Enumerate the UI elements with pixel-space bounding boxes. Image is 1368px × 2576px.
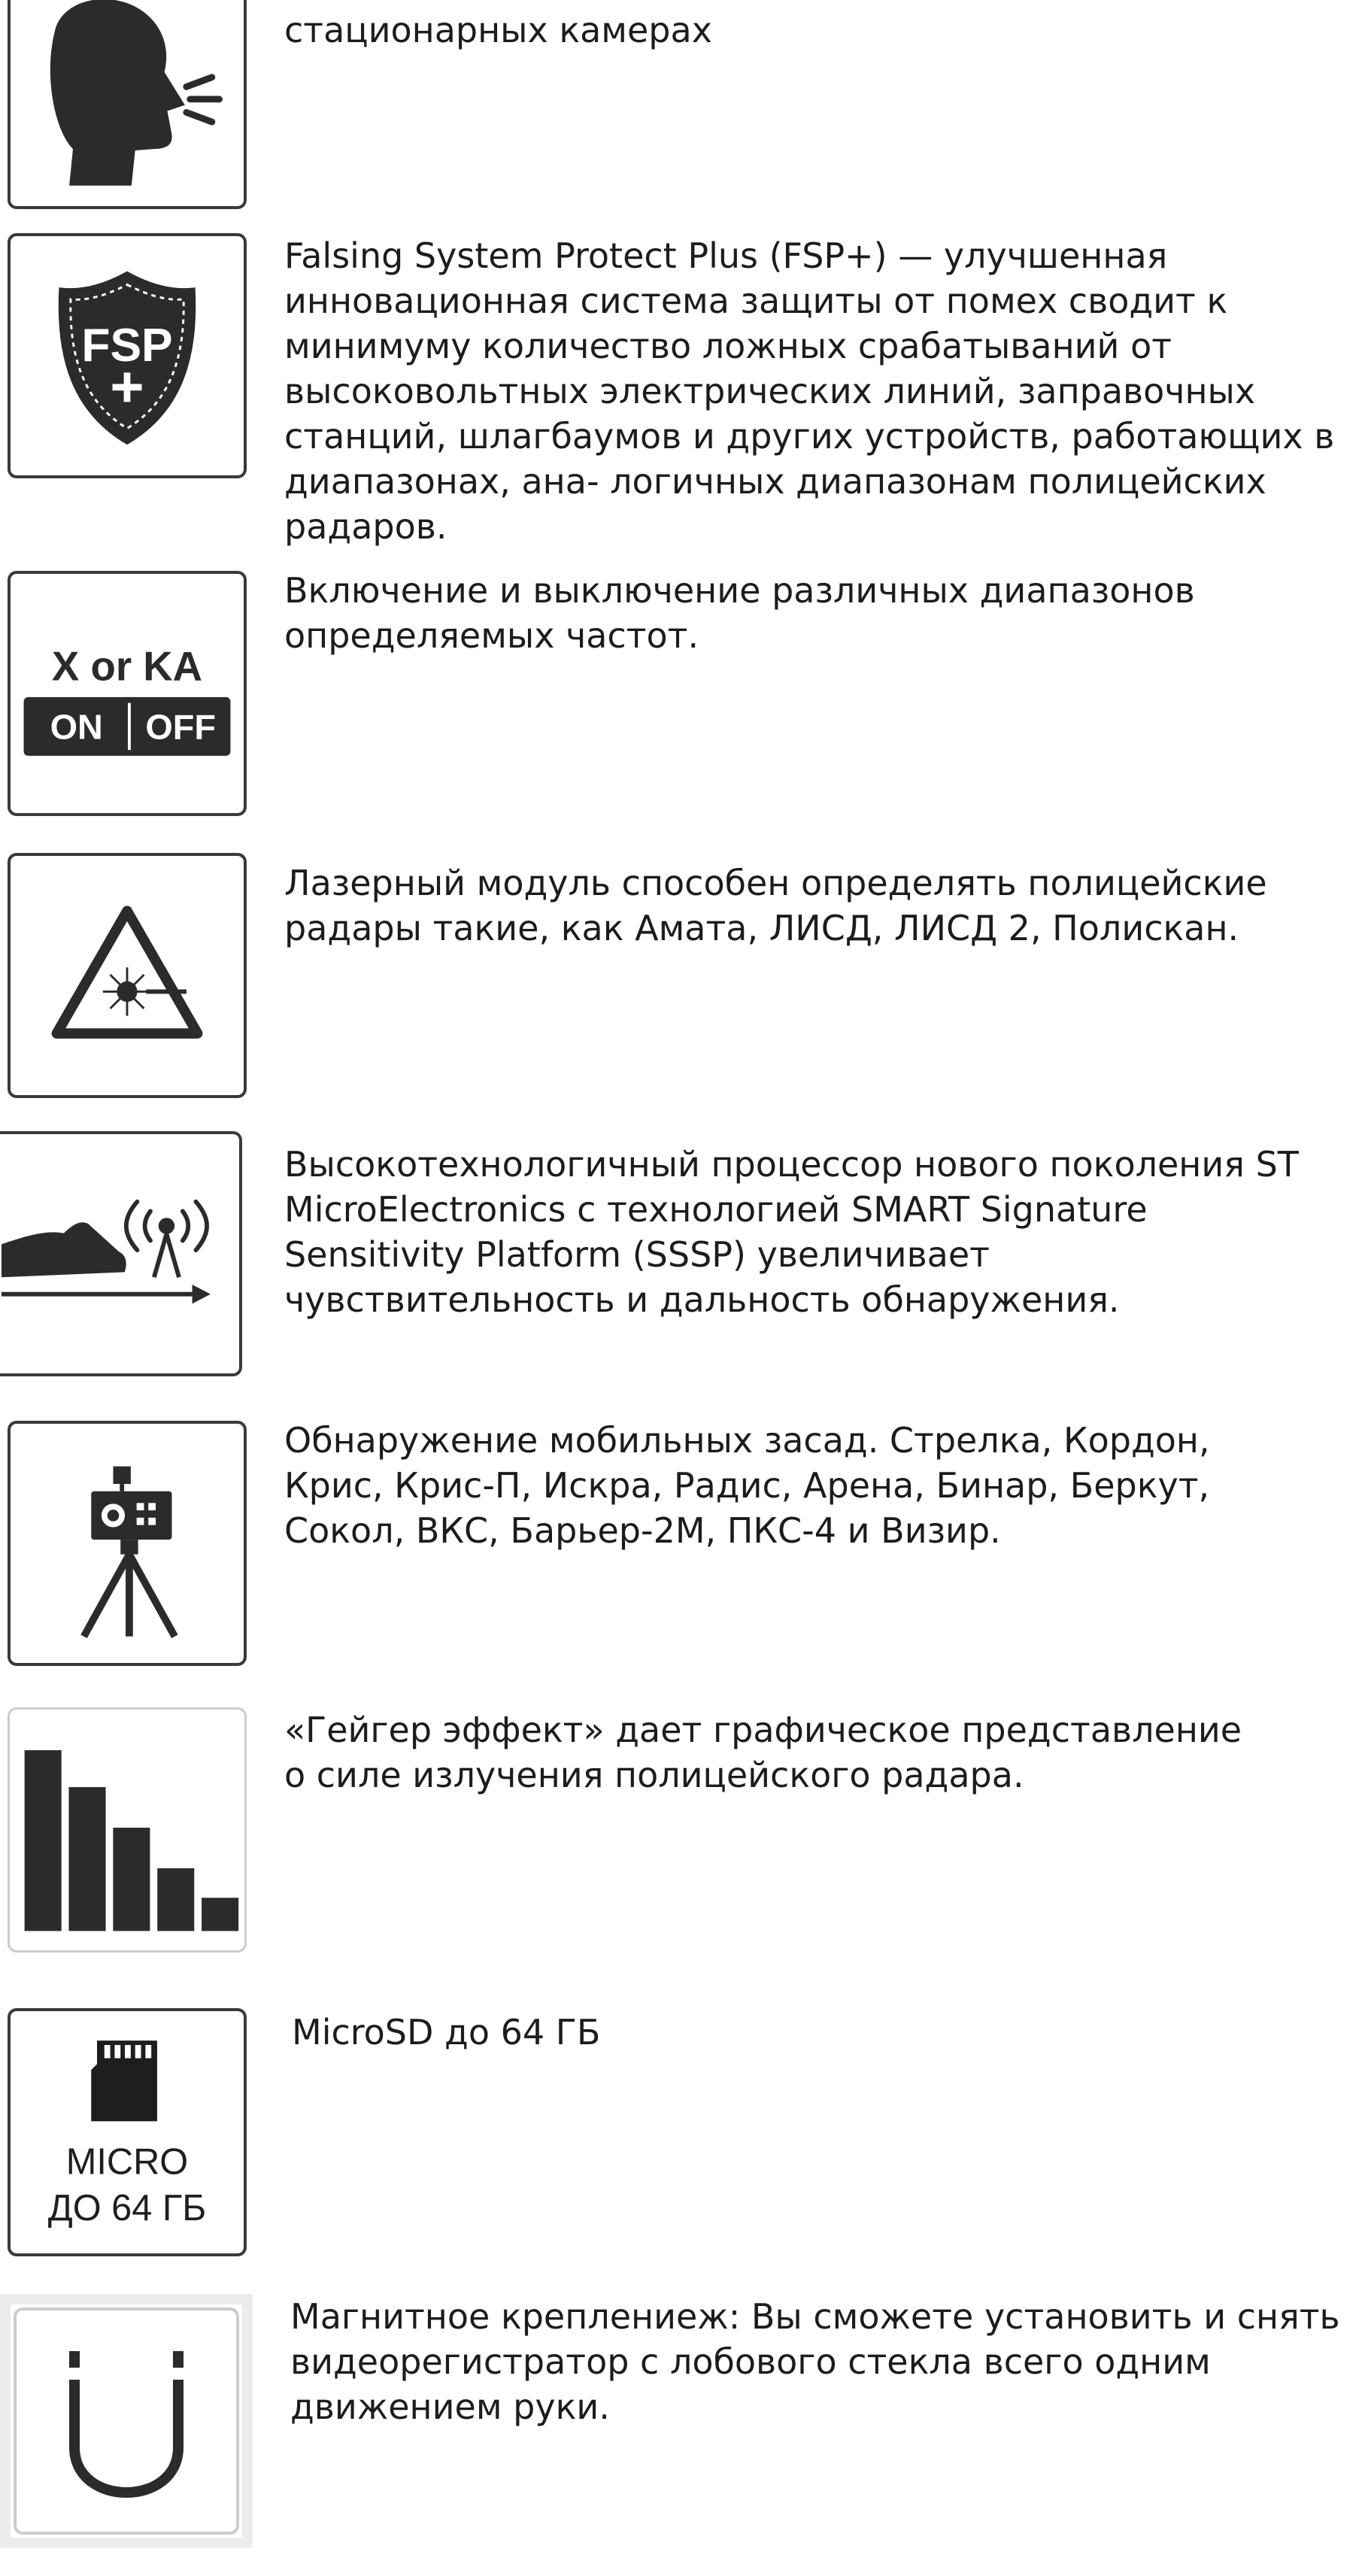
micro-label: MICRO [65, 2141, 189, 2183]
feature-text-laser: Лазерный модуль способен определять полицейские радары такие, как Амата, ЛИСД, ЛИСД 2, Полискан. [284, 863, 1267, 948]
fsp-shield-icon [8, 233, 247, 478]
fsp-label: FSP [81, 319, 173, 372]
on-label: ON [50, 707, 103, 747]
capacity-label: ДО 64 ГБ [47, 2187, 207, 2229]
feature-text-processor: Высокотехнологичный процессор нового поколения ST MicroElectronics с технологией SMART Signature Sensitivity Platform (SSSP) увеличивает чувствительность и дальность обнаружения. [284, 1144, 1299, 1320]
feature-text-mobile: Обнаружение мобильных засад. Стрелка, Кордон, Крис, Крис-П, Искра, Радис, Арена, Бинар, Беркут, Сокол, ВКС, Барьер-2М, ПКС-4 и Визир. [284, 1420, 1210, 1551]
feature-text-bands: Включение и выключение различных диапазонов определяемых частот. [284, 570, 1195, 656]
feature-text-fsp: Falsing System Protect Plus (FSP+) — улучшенная инновационная система защиты от помех сводит к минимуму количество ложных срабатываний от высоковольтных электрических линий, заправочных станций, шлагбаумов и других устройств, работающих в диапазонах, ана- логичных диапазонам полицейских радаров. [284, 235, 1335, 547]
feature-text-magnet: Магнитное креплениеж: Вы сможете установить и снять видеорегистратор с лобового стекла всего одним движением руки. [290, 2296, 1340, 2427]
feature-text-voice: стационарных камерах [284, 10, 712, 50]
laser-warning-icon [8, 853, 247, 1098]
signal-bars-icon [8, 1707, 247, 1952]
bands-label: X or KA [51, 643, 203, 690]
microsd-card-icon [8, 2008, 247, 2256]
band-toggle-icon [8, 571, 247, 816]
car-radar-icon [0, 1131, 242, 1376]
tripod-camera-icon [8, 1421, 247, 1666]
magnet-icon [0, 2294, 253, 2548]
voice-head-icon [8, 0, 247, 209]
feature-text-geiger: «Гейгер эффект» дает графическое представление о силе излучения полицейского радара. [284, 1710, 1242, 1795]
off-label: OFF [145, 707, 216, 747]
feature-text-microsd: MicroSD до 64 ГБ [292, 2012, 601, 2053]
